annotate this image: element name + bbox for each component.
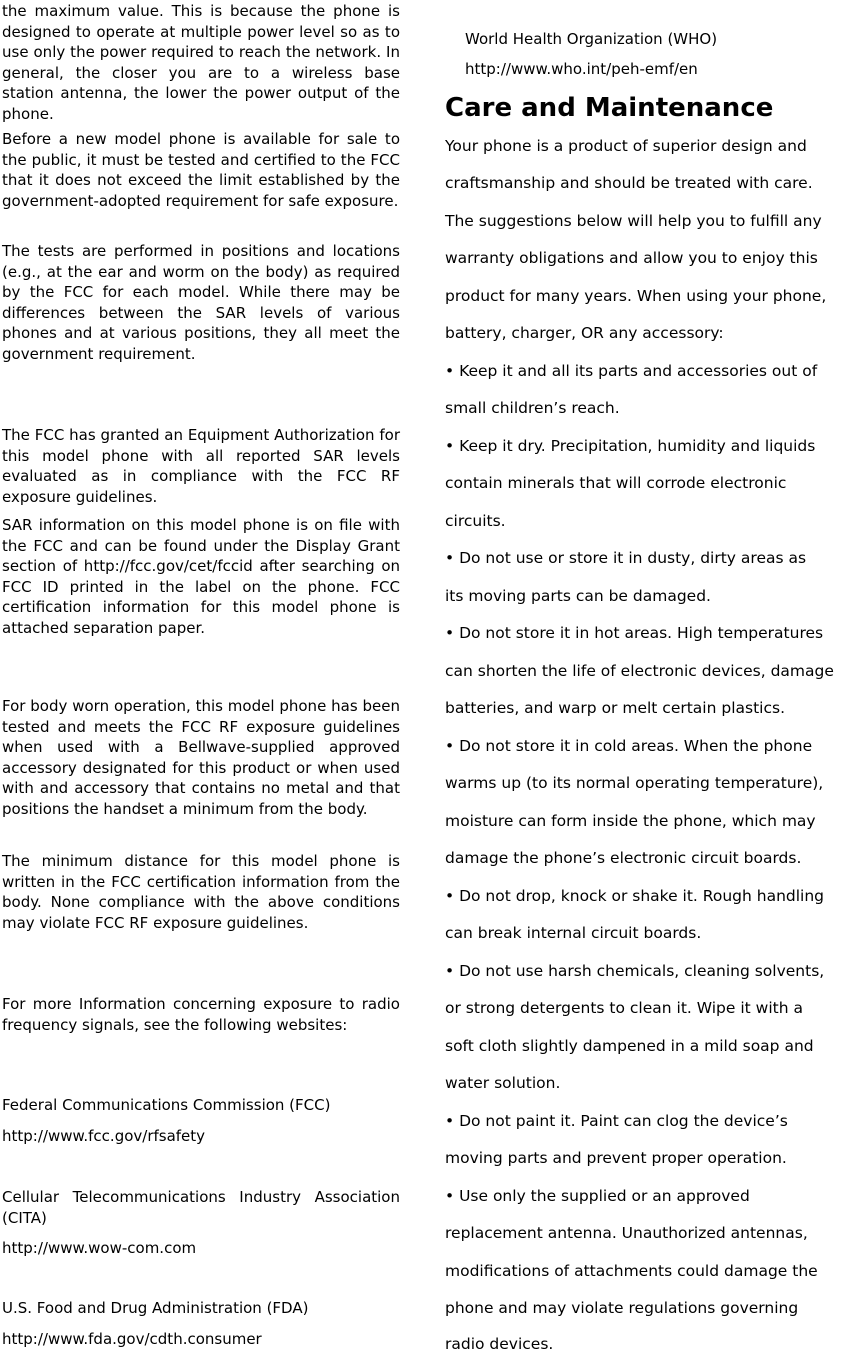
care-line: warranty obligations and allow you to enjoy this — [445, 249, 818, 267]
paragraph-tests: The tests are performed in positions and locations (e.g., at the ear and worm on the body) as required by the FCC for each model. While there may be differences between the SAR levels of various phones and at various positions, they all meet the government requirement. — [2, 242, 400, 363]
care-line: damage the phone’s electronic circuit boards. — [445, 849, 802, 867]
paragraph-body-worn: For body worn operation, this model phone has been tested and meets the FCC RF exposure guidelines when used with a Bellwave-supplied approved accessory designated for this product or when used with and accessory that contains no metal and that positions the handset a minimum from the body. — [2, 697, 400, 818]
paragraph-power-output: the maximum value. This is because the phone is designed to operate at multiple power level so as to use only the power required to reach the network. In general, the closer you are to a wireless base station antenna, the lower the power output of the phone. — [2, 2, 400, 123]
care-line: product for many years. When using your phone, — [445, 287, 827, 305]
paragraph-sar-information: SAR information on this model phone is on file with the FCC and can be found under the Display Grant section of http://fcc.gov/cet/fccid after searching on FCC ID printed in the label on the phone. FCC certification information for this model phone is attached separation paper. — [2, 516, 400, 637]
care-line: Your phone is a product of superior design and — [445, 137, 807, 155]
cita-name: Cellular Telecommunications Industry Association (CITA) — [2, 1188, 400, 1227]
care-line: phone and may violate regulations governing — [445, 1299, 799, 1317]
care-line: or strong detergents to clean it. Wipe it with a — [445, 999, 803, 1017]
care-line: contain minerals that will corrode electronic — [445, 474, 787, 492]
care-line: can break internal circuit boards. — [445, 924, 702, 942]
cita-url: http://www.wow-com.com — [2, 1239, 197, 1257]
care-line: moisture can form inside the phone, which may — [445, 812, 816, 830]
paragraph-minimum-distance: The minimum distance for this model phone is written in the FCC certification information from the body. None compliance with the above conditions may violate FCC RF exposure guidelines. — [2, 852, 400, 932]
care-line: small children’s reach. — [445, 399, 620, 417]
fcc-name: Federal Communications Commission (FCC) — [2, 1096, 331, 1114]
care-line: can shorten the life of electronic devices, damage — [445, 662, 834, 680]
care-line: its moving parts can be damaged. — [445, 587, 711, 605]
care-line: replacement antenna. Unauthorized antennas, — [445, 1224, 808, 1242]
care-bullet-line: • Do not paint it. Paint can clog the device’s — [445, 1112, 788, 1130]
fcc-url: http://www.fcc.gov/rfsafety — [2, 1127, 206, 1145]
care-line: batteries, and warp or melt certain plastics. — [445, 699, 785, 717]
paragraph-more-information: For more Information concerning exposure to radio frequency signals, see the following websites: — [2, 995, 400, 1034]
fda-name: U.S. Food and Drug Administration (FDA) — [2, 1299, 309, 1317]
paragraph-certification: Before a new model phone is available for sale to the public, it must be tested and certified to the FCC that it does not exceed the limit established by the government-adopted requirement for safe exposure. — [2, 130, 400, 210]
care-line: circuits. — [445, 512, 506, 530]
care-line: modifications of attachments could damage the — [445, 1262, 818, 1280]
care-line: radio devices. — [445, 1335, 554, 1353]
care-maintenance-heading: Care and Maintenance — [445, 93, 774, 123]
care-line: craftsmanship and should be treated with care. — [445, 174, 813, 192]
paragraph-equipment-authorization: The FCC has granted an Equipment Authorization for this model phone with all reported SAR levels evaluated as in compliance with the FCC RF exposure guidelines. — [2, 426, 400, 506]
care-line: soft cloth slightly dampened in a mild soap and — [445, 1037, 814, 1055]
care-line: The suggestions below will help you to fulfill any — [445, 212, 822, 230]
care-line: moving parts and prevent proper operation. — [445, 1149, 787, 1167]
who-name: World Health Organization (WHO) — [465, 30, 718, 48]
care-line: warms up (to its normal operating temperature), — [445, 774, 824, 792]
care-line: water solution. — [445, 1074, 561, 1092]
care-line: battery, charger, OR any accessory: — [445, 324, 724, 342]
who-url: http://www.who.int/peh-emf/en — [465, 60, 698, 78]
care-bullet-line: • Do not store it in cold areas. When the phone — [445, 737, 813, 755]
care-bullet-line: • Use only the supplied or an approved — [445, 1187, 750, 1205]
care-bullet-line: • Do not use harsh chemicals, cleaning solvents, — [445, 962, 825, 980]
fda-url: http://www.fda.gov/cdth.consumer — [2, 1330, 262, 1348]
care-bullet-line: • Keep it and all its parts and accessories out of — [445, 362, 818, 380]
care-bullet-line: • Do not drop, knock or shake it. Rough handling — [445, 887, 825, 905]
care-bullet-line: • Keep it dry. Precipitation, humidity and liquids — [445, 437, 816, 455]
care-bullet-line: • Do not store it in hot areas. High temperatures — [445, 624, 824, 642]
care-bullet-line: • Do not use or store it in dusty, dirty areas as — [445, 549, 807, 567]
